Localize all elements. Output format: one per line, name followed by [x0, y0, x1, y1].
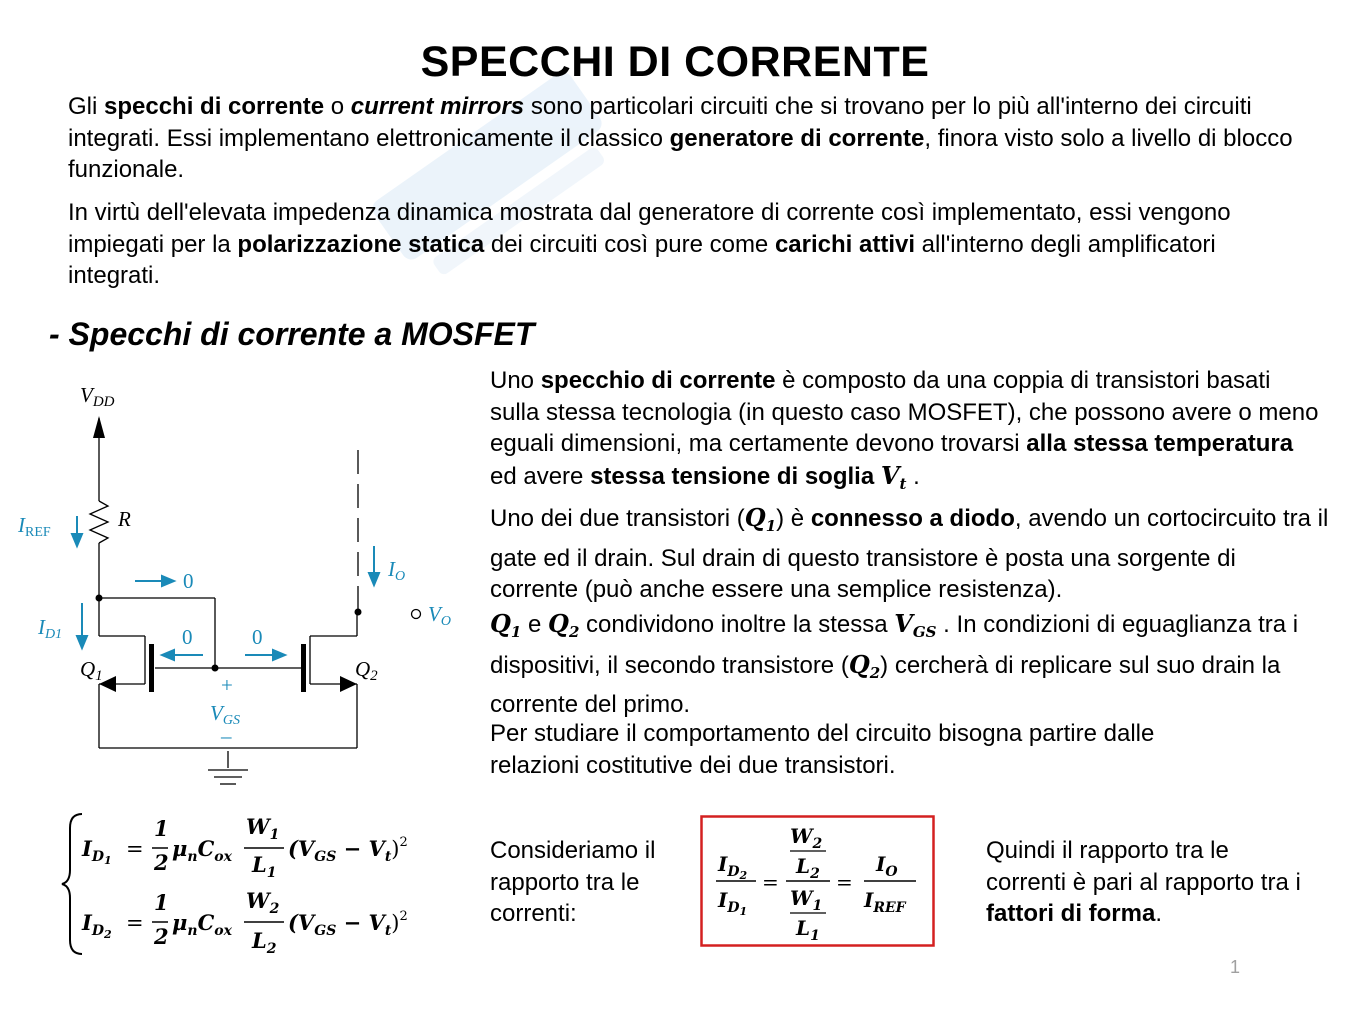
svg-text:VDD: VDD	[80, 383, 115, 410]
svg-text:VGS: VGS	[210, 701, 240, 728]
conclusion-text: Quindi il rapporto tra le correnti è pari al rapporto tra i fattori di forma.	[986, 837, 1301, 927]
svg-text:1: 1	[154, 816, 169, 841]
svg-text:L2: $L_2$	[252, 928, 277, 957]
iref-label: I	[18, 513, 25, 537]
current-ratio-box	[700, 815, 936, 949]
zero-label-1: 0	[183, 569, 194, 593]
svg-text:ID1: ID1	[38, 615, 63, 642]
svg-text:IREF: IREF	[18, 513, 51, 540]
vo-label: V	[428, 602, 441, 626]
intro-paragraph-2: In virtù dell'elevata impedenza dinamica mostrata dal generatore di corrente così implementato, essi vengono impiegati per la polarizzazione statica dei circuiti così pure come carichi attivi all'interno degli amplificatori integrati.	[68, 199, 1231, 289]
plus-label: +	[221, 673, 233, 697]
svg-text:2: 2	[154, 924, 169, 949]
q2-label: Q	[355, 657, 371, 681]
minus-label: –	[221, 724, 232, 748]
svg-text:=: =	[836, 870, 853, 894]
page-title: SPECCHI DI CORRENTE	[420, 38, 930, 86]
svg-text:=: =	[126, 837, 144, 861]
ratio-intro-text: Consideriamo il rapporto tra le correnti:	[490, 837, 656, 927]
svg-text:ID1: $I_D1$	[718, 888, 748, 918]
resistor-label: R	[118, 507, 131, 531]
svg-text:1: 1	[154, 890, 169, 915]
svg-text:W2: $W_2$	[246, 888, 280, 917]
svg-text:VO: VO	[428, 602, 451, 629]
svg-text:ID1: $I_D1$	[82, 836, 112, 867]
svg-text:ID2: $I_D2$	[718, 852, 748, 882]
right-paragraph-4: Per studiare il comportamento del circuito bisogna partire dalle relazioni costitutive dei due transistori.	[490, 720, 1155, 779]
svg-text:L1: $L_1$	[252, 852, 277, 881]
right-paragraph-3: $Q_1$ e $Q_2$ condividono inoltre la stessa $V_{GS}$ . In condizioni di eguaglianza tra i dispositivi, il secondo transistore $(Q_2)$ cercherà di replicare sul suo drain la corrente del primo.	[490, 609, 1299, 718]
io-label: I	[388, 557, 395, 581]
svg-text:W1: $W_1$	[790, 886, 823, 914]
svg-text:=: =	[762, 870, 779, 894]
svg-text:Q2: Q2	[355, 657, 378, 684]
drain-current-equations	[60, 808, 440, 968]
zero-label-2: 0	[182, 625, 193, 649]
right-paragraph-2: Uno dei due transistori $(Q_1)$ è connesso a diodo, avendo un cortocircuito tra il gate ed il drain. Sul drain di questo transistore è posta una sorgente di corrente (può anche essere una semplice resistenza).	[490, 503, 1329, 603]
svg-text:IO: IO	[388, 557, 406, 584]
section-title: - Specchi di corrente a MOSFET	[49, 316, 535, 352]
id1-label: I	[38, 615, 45, 639]
current-mirror-circuit	[10, 376, 470, 796]
svg-text:W1: $W_1$	[246, 814, 280, 843]
page-number: 1	[1230, 957, 1241, 977]
svg-text:μnCox: $\mu_nC_{ox}$	[172, 910, 232, 939]
intro-paragraph-1: Gli specchi di corrente o current mirrors sono particolari circuiti che si trovano per lo più all'interno dei circuiti integrati. Essi implementano elettronicamente il classico generatore di corrente, finora visto solo a livello di blocco funzionale.	[68, 93, 1293, 183]
vdd-label: V	[80, 383, 93, 407]
svg-text:IO: $I_O$	[876, 852, 898, 880]
q1-label: Q	[80, 657, 96, 681]
svg-text:(VGS − Vt)2: $(V_{GS} - V_t)^2$	[288, 835, 408, 865]
vgs-label: V	[210, 701, 223, 725]
svg-text:2: 2	[154, 850, 169, 875]
right-paragraph-1: Uno specchio di corrente è composto da una coppia di transistori basati sulla stessa tecnologia (in questo caso MOSFET), che possono avere o meno eguali dimensioni, ma certamente devono trovarsi alla stessa temperatura ed avere stessa tensione di soglia $V_t$ .	[490, 367, 1319, 493]
svg-text:=: =	[126, 911, 144, 935]
svg-text:ID2: $I_D2$	[82, 910, 112, 941]
svg-text:IREF: $I_{REF}$	[864, 888, 906, 916]
svg-text:W2: $W_2$	[790, 824, 823, 852]
svg-text:μnCox: $\mu_nC_{ox}$	[172, 836, 232, 865]
svg-text:L2: $L_2$	[796, 854, 820, 882]
svg-text:Q1: Q1	[80, 657, 103, 684]
svg-text:(VGS − Vt)2: $(V_{GS} - V_t)^2$	[288, 909, 408, 939]
svg-text:L1: $L_1$	[796, 916, 820, 944]
zero-label-3: 0	[252, 625, 263, 649]
